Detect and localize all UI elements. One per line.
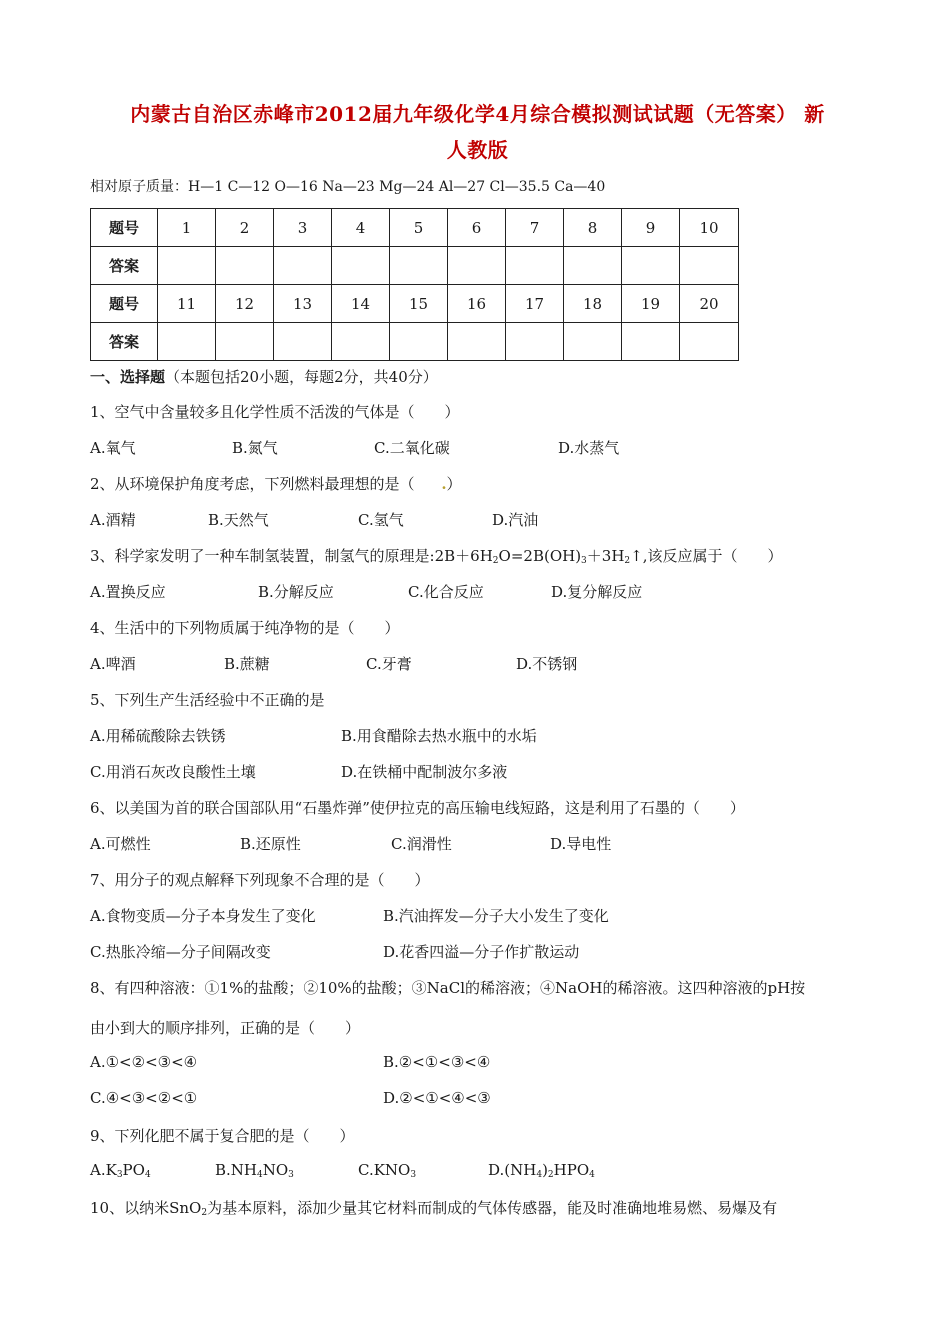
- option: C.化合反应: [408, 583, 484, 601]
- answer-cell[interactable]: [680, 247, 739, 285]
- option: C.用消石灰改良酸性土壤: [90, 763, 256, 781]
- title-line-1: 内蒙古自治区赤峰市2012届九年级化学4月综合模拟测试试题（无答案） 新: [130, 102, 825, 126]
- subscript: 2: [624, 556, 631, 566]
- option: D.花香四溢—分子作扩散运动: [383, 943, 580, 961]
- option: B.用食醋除去热水瓶中的水垢: [341, 727, 537, 745]
- option-text: ): [542, 1161, 548, 1179]
- subscript: 4: [536, 1170, 543, 1180]
- option: A.用稀硫酸除去铁锈: [90, 727, 226, 745]
- subscript: 4: [144, 1170, 151, 1180]
- question-number: 18: [564, 285, 622, 323]
- question-number: 17: [506, 285, 564, 323]
- answer-cell[interactable]: [216, 247, 274, 285]
- subscript: 3: [116, 1170, 123, 1180]
- question-number: 19: [622, 285, 680, 323]
- document-title: [95, 96, 860, 168]
- question-number: 13: [274, 285, 332, 323]
- subscript: 3: [410, 1170, 417, 1180]
- question-stem: [90, 473, 462, 494]
- answer-cell[interactable]: [448, 247, 506, 285]
- option: C.牙膏: [366, 655, 412, 673]
- option: B.氮气: [232, 439, 278, 457]
- option: [90, 1161, 151, 1179]
- stem-mark: .: [441, 475, 447, 493]
- question-stem: [90, 1197, 777, 1218]
- subscript: 3: [288, 1170, 294, 1180]
- subscript: 2: [547, 1170, 554, 1180]
- answer-cell[interactable]: [622, 323, 680, 361]
- option: D.在铁桶中配制波尔多液: [341, 763, 508, 781]
- row-label-answer: 答案: [91, 323, 158, 361]
- option: A.置换反应: [90, 583, 166, 601]
- question-number: 5: [390, 209, 448, 247]
- question-number: 7: [506, 209, 564, 247]
- row-label-question: 题号: [91, 209, 158, 247]
- stem-text: 10、以纳米SnO: [90, 1199, 202, 1217]
- answer-cell[interactable]: [332, 247, 390, 285]
- option-text: A.K: [90, 1161, 117, 1179]
- table-row: [91, 247, 739, 285]
- question-stem-continued: 由小到大的顺序排列，正确的是（ ）: [90, 1019, 361, 1037]
- question-stem: 6、以美国为首的联合国部队用“石墨炸弹”使伊拉克的高压输电线短路，这是利用了石墨的（ ）: [90, 799, 745, 817]
- subscript: 2: [492, 556, 499, 566]
- answer-cell[interactable]: [274, 247, 332, 285]
- answer-cell[interactable]: [158, 323, 216, 361]
- question-stem: 8、有四种溶液：①1%的盐酸；②10%的盐酸；③NaCl的稀溶液；④NaOH的稀溶液。这四种溶液的pH按: [90, 979, 806, 997]
- question-number: 16: [448, 285, 506, 323]
- option: B.蔗糖: [224, 655, 270, 673]
- option: C.氢气: [358, 511, 404, 529]
- question-number: 3: [274, 209, 332, 247]
- stem-text: 3、科学家发明了一种车制氢装置，制氢气的原理是:2B＋6H: [90, 547, 493, 565]
- stem-text: 2、从环境保护角度考虑，下列燃料最理想的是（: [90, 475, 415, 493]
- answer-cell[interactable]: [274, 323, 332, 361]
- question-number: 12: [216, 285, 274, 323]
- question-number: 8: [564, 209, 622, 247]
- question-number: 2: [216, 209, 274, 247]
- option: B.汽油挥发—分子大小发生了变化: [383, 907, 609, 925]
- question-stem: 9、下列化肥不属于复合肥的是（ ）: [90, 1127, 355, 1145]
- title-line-2: 人教版: [446, 138, 509, 162]
- answer-cell[interactable]: [506, 323, 564, 361]
- question-stem: 4、生活中的下列物质属于纯净物的是（ ）: [90, 619, 400, 637]
- table-row: [91, 209, 739, 247]
- option: [488, 1161, 595, 1179]
- question-number: 20: [680, 285, 739, 323]
- answer-cell[interactable]: [564, 323, 622, 361]
- question-number: 1: [158, 209, 216, 247]
- answer-cell[interactable]: [390, 247, 448, 285]
- row-label-answer: 答案: [91, 247, 158, 285]
- stem-text: ＋3H: [586, 547, 625, 565]
- option: A.食物变质—分子本身发生了变化: [90, 907, 316, 925]
- subscript: 2: [201, 1208, 208, 1218]
- option-text: HPO: [553, 1161, 590, 1179]
- answer-cell[interactable]: [216, 323, 274, 361]
- question-number: 10: [680, 209, 739, 247]
- option: [215, 1161, 294, 1179]
- option: A.氧气: [90, 439, 136, 457]
- subscript: 3: [581, 556, 587, 566]
- option-text: C.KNO: [358, 1161, 411, 1179]
- table-row: [91, 323, 739, 361]
- option: D.复分解反应: [551, 583, 643, 601]
- option: B.分解反应: [258, 583, 334, 601]
- option-text: NO: [262, 1161, 289, 1179]
- option: C.④<③<②<①: [90, 1089, 198, 1107]
- option: A.①<②<③<④: [90, 1053, 198, 1071]
- option: A.酒精: [90, 511, 136, 529]
- answer-cell[interactable]: [158, 247, 216, 285]
- question-number: 6: [448, 209, 506, 247]
- option: D.汽油: [492, 511, 539, 529]
- answer-cell[interactable]: [390, 323, 448, 361]
- answer-cell[interactable]: [448, 323, 506, 361]
- option: A.可燃性: [90, 835, 151, 853]
- subscript: 4: [257, 1170, 263, 1180]
- section-title: 一、选择题: [90, 368, 166, 386]
- option: C.热胀冷缩—分子间隔改变: [90, 943, 271, 961]
- option: A.啤酒: [90, 655, 136, 673]
- option-text: PO: [122, 1161, 145, 1179]
- option: C.二氧化碳: [374, 439, 450, 457]
- option: B.还原性: [240, 835, 301, 853]
- option: D.不锈钢: [516, 655, 578, 673]
- option: B.②<①<③<④: [383, 1053, 491, 1071]
- stem-text: O=2B(OH): [498, 547, 582, 565]
- question-number: 9: [622, 209, 680, 247]
- answer-cell[interactable]: [680, 323, 739, 361]
- option: D.②<①<④<③: [383, 1089, 491, 1107]
- answer-cell[interactable]: [564, 247, 622, 285]
- question-number: 15: [390, 285, 448, 323]
- question-stem: 5、下列生产生活经验中不正确的是: [90, 691, 325, 709]
- answer-cell[interactable]: [332, 323, 390, 361]
- section-note: （本题包括20小题，每题2分，共40分）: [165, 368, 438, 386]
- question-number: 14: [332, 285, 390, 323]
- stem-text: ↑,该反应属于（ ）: [630, 547, 783, 565]
- answer-table: [90, 208, 739, 361]
- table-row: [91, 285, 739, 323]
- option: [358, 1161, 416, 1179]
- stem-text: ）: [446, 475, 462, 493]
- question-number: 11: [158, 285, 216, 323]
- option: B.天然气: [208, 511, 269, 529]
- option: C.润滑性: [391, 835, 452, 853]
- stem-text: 为基本原料，添加少量其它材料而制成的气体传感器，能及时准确地堆易燃、易爆及有: [207, 1199, 778, 1217]
- option-text: B.NH: [215, 1161, 257, 1179]
- answer-cell[interactable]: [622, 247, 680, 285]
- option: D.水蒸气: [558, 439, 620, 457]
- answer-cell[interactable]: [506, 247, 564, 285]
- subscript: 4: [589, 1170, 595, 1180]
- question-number: 4: [332, 209, 390, 247]
- atomic-masses: 相对原子质量：H—1 C—12 O—16 Na—23 Mg—24 Al—27 Cl—35.5 Ca—40: [90, 179, 606, 195]
- question-stem: 7、用分子的观点解释下列现象不合理的是（ ）: [90, 871, 430, 889]
- option: D.导电性: [550, 835, 612, 853]
- question-stem: [90, 545, 782, 566]
- question-stem: 1、空气中含量较多且化学性质不活泼的气体是（ ）: [90, 403, 460, 421]
- row-label-question: 题号: [91, 285, 158, 323]
- section-heading: [90, 366, 438, 387]
- option-text: D.(NH: [488, 1161, 537, 1179]
